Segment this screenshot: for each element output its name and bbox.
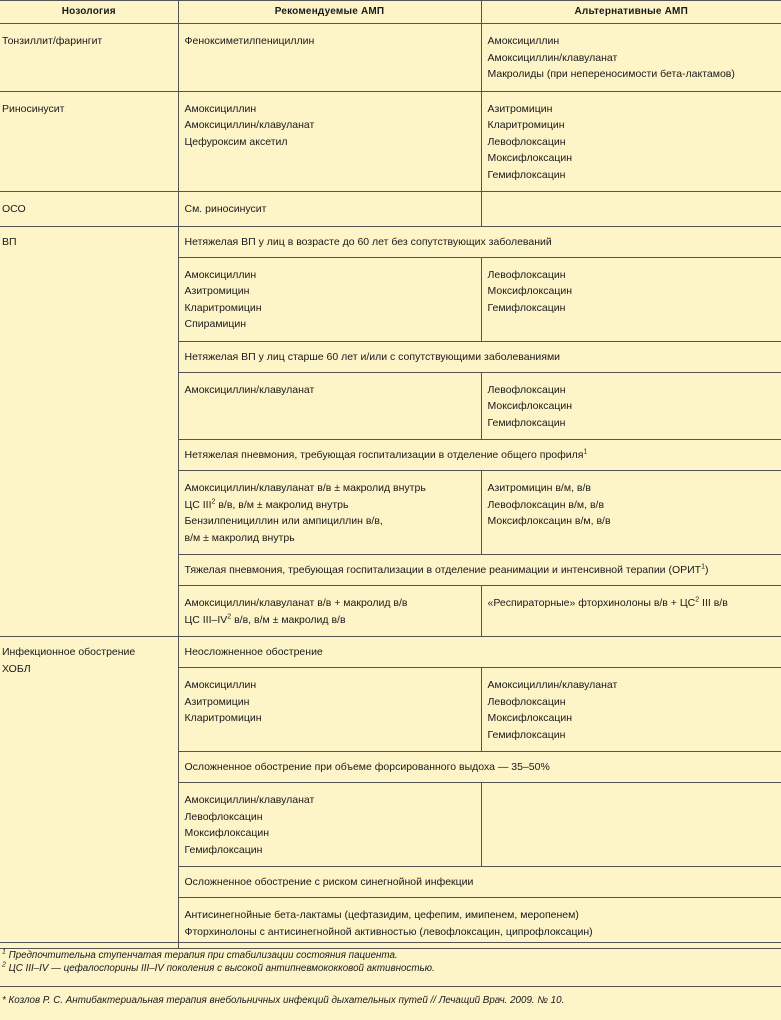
drug-item: Моксифлоксацин в/м, в/в bbox=[487, 515, 611, 527]
drug-item-text: «Респираторные» фторхинолоны в/в + ЦС bbox=[487, 597, 696, 609]
subgroup-title-text: ) bbox=[705, 564, 709, 576]
alternative-cell bbox=[481, 668, 781, 752]
recommended-cell bbox=[178, 372, 481, 440]
recommended-cell bbox=[178, 192, 481, 227]
footnote-ref: 1 bbox=[701, 563, 705, 571]
drug-item: Левофлоксацин bbox=[487, 268, 566, 281]
recommended-cell bbox=[178, 24, 481, 92]
table-row bbox=[0, 226, 781, 257]
drug-item-text: ЦС III–IV bbox=[184, 613, 228, 626]
subgroup-title: Нетяжелая ВП у лиц старше 60 лет и/или с сопутствующими заболеваниями bbox=[178, 341, 781, 372]
drug-item: Бензилпенициллин или ампициллин в/в, bbox=[184, 515, 383, 527]
drug-item: Азитромицин bbox=[487, 102, 553, 115]
subgroup-title bbox=[178, 555, 781, 586]
drug-item: Левофлоксацин bbox=[487, 383, 566, 396]
drug-item: Гемифлоксацин bbox=[487, 416, 566, 429]
drug-item-text: в/в, в/м ± макролид внутрь bbox=[215, 498, 349, 511]
drug-item: Макролиды (при непереносимости бета-лактамов) bbox=[487, 68, 735, 80]
drug-item: Антисинегнойные бета-лактамы (цефтазидим, цефепим, имипенем, меропенем) bbox=[184, 909, 579, 921]
drug-item: Гемифлоксацин bbox=[487, 301, 566, 314]
drug-item-text: ЦС III bbox=[184, 498, 212, 511]
alternative-cell bbox=[481, 91, 781, 192]
drug-item: Азитромицин bbox=[184, 695, 250, 708]
subgroup-title: Неосложненное обострение bbox=[178, 637, 781, 668]
drug-item: Цефуроксим аксетил bbox=[184, 135, 288, 148]
nosology-cell: ОСО bbox=[0, 192, 178, 227]
drug-item: Амоксициллин/клавуланат bbox=[184, 794, 315, 806]
header-nosology: Нозология bbox=[0, 1, 178, 24]
drug-item bbox=[185, 497, 475, 514]
drug-item bbox=[488, 595, 776, 612]
footnote-ref: 2 bbox=[211, 498, 216, 505]
drug-item: Гемифлоксацин bbox=[487, 168, 566, 181]
footnote-text: ЦС III–IV — цефалоспорины III–IV поколения с высокой антипневмококковой активностью. bbox=[5, 963, 435, 974]
footnote-ref: 1 bbox=[583, 448, 588, 456]
drug-item: Амоксициллин bbox=[184, 679, 257, 691]
drug-item bbox=[185, 612, 475, 629]
table-row bbox=[0, 91, 781, 192]
alternative-cell bbox=[481, 372, 781, 440]
alternative-cell bbox=[481, 783, 781, 867]
footnote-ref: 2 bbox=[695, 596, 700, 604]
header-recommended: Рекомендуемые АМП bbox=[178, 1, 481, 24]
drug-item: Моксифлоксацин bbox=[487, 400, 573, 412]
drug-item: Азитромицин в/м, в/в bbox=[487, 482, 591, 494]
drug-item: в/м ± макролид внутрь bbox=[184, 531, 295, 544]
drug-item: Моксифлоксацин bbox=[487, 152, 573, 164]
drug-item: Моксифлоксацин bbox=[184, 827, 270, 839]
drug-item: Гемифлоксацин bbox=[487, 728, 566, 741]
drug-item: Кларитромицин bbox=[184, 712, 262, 724]
drug-item: Амоксициллин/клавуланат bbox=[487, 679, 618, 691]
footnote-2 bbox=[2, 962, 781, 975]
alternative-cell bbox=[481, 192, 781, 227]
footnote-number: 1 bbox=[2, 948, 6, 956]
subgroup-title bbox=[178, 440, 781, 471]
drug-item: Гемифлоксацин bbox=[184, 843, 263, 856]
footnote-1 bbox=[2, 949, 781, 962]
recommended-cell bbox=[178, 257, 481, 341]
drug-item: Амоксициллин bbox=[487, 35, 560, 47]
recommended-cell bbox=[178, 898, 781, 949]
alternative-cell bbox=[481, 24, 781, 92]
drug-item: Амоксициллин/клавуланат в/в + макролид в/в bbox=[184, 597, 408, 609]
alternative-cell bbox=[481, 471, 781, 555]
header-alternative: Альтернативные АМП bbox=[481, 1, 781, 24]
drug-item: Фторхинолоны с антисинегнойной активностью (левофлоксацин, ципрофлоксацин) bbox=[184, 925, 593, 938]
nosology-cell: Инфекционное обострение ХОБЛ bbox=[0, 637, 178, 949]
subgroup-title: Нетяжелая ВП у лиц в возрасте до 60 лет без сопутствующих заболеваний bbox=[178, 226, 781, 257]
drug-item: Моксифлоксацин bbox=[487, 285, 573, 297]
drug-item-text: в/в, в/м ± макролид в/в bbox=[231, 613, 346, 626]
table-row bbox=[0, 192, 781, 227]
footnote-number: 2 bbox=[2, 961, 6, 969]
recommended-cell bbox=[178, 471, 481, 555]
subgroup-title: Осложненное обострение при объеме форсированного выдоха — 35–50% bbox=[178, 752, 781, 783]
table-row bbox=[0, 24, 781, 92]
table-header-row bbox=[0, 1, 781, 24]
nosology-cell: Риносинусит bbox=[0, 91, 178, 192]
drug-item: Амоксициллин/клавуланат bbox=[184, 119, 315, 131]
drug-item: Левофлоксацин bbox=[487, 135, 566, 148]
subgroup-title-text: Тяжелая пневмония, требующая госпитализации в отделение реанимации и интенсивной терапии (ОРИТ bbox=[184, 564, 702, 576]
drug-item: Амоксициллин/клавуланат bbox=[487, 51, 618, 64]
recommended-cell bbox=[178, 783, 481, 867]
drug-item: Левофлоксацин bbox=[487, 695, 566, 708]
drug-item: Спирамицин bbox=[184, 318, 247, 330]
footnote-ref: 2 bbox=[227, 613, 232, 620]
source-citation: * Козлов Р. С. Антибактериальная терапия внебольничных инфекций дыхательных путей // Лечащий Врач. 2009. № 10. bbox=[0, 986, 781, 1006]
footnotes bbox=[0, 942, 781, 975]
drug-item: Амоксициллин/клавуланат в/в ± макролид внутрь bbox=[184, 482, 426, 494]
drug-item: Левофлоксацин bbox=[184, 810, 263, 823]
drug-item: Левофлоксацин в/м, в/в bbox=[487, 498, 605, 511]
nosology-cell: Тонзиллит/фарингит bbox=[0, 24, 178, 92]
drug-item: Амоксициллин/клавуланат bbox=[184, 383, 315, 396]
table-row bbox=[0, 637, 781, 668]
alternative-cell bbox=[481, 257, 781, 341]
drug-item-text: III в/в bbox=[699, 597, 728, 609]
subgroup-title-text: Нетяжелая пневмония, требующая госпитализации в отделение общего профиля bbox=[184, 449, 584, 461]
drug-item: Феноксиметилпенициллин bbox=[184, 35, 315, 47]
drug-item: Кларитромицин bbox=[487, 119, 565, 131]
drug-item: Азитромицин bbox=[184, 285, 250, 297]
nosology-cell: ВП bbox=[0, 226, 178, 637]
drug-item: Амоксициллин bbox=[184, 102, 257, 115]
recommended-cell bbox=[178, 668, 481, 752]
alternative-cell bbox=[481, 586, 781, 637]
drug-item: См. риносинусит bbox=[184, 203, 267, 215]
drug-item: Амоксициллин bbox=[184, 268, 257, 281]
recommended-cell bbox=[178, 91, 481, 192]
drug-item: Моксифлоксацин bbox=[487, 712, 573, 724]
subgroup-title: Осложненное обострение с риском синегнойной инфекции bbox=[178, 867, 781, 898]
recommended-cell bbox=[178, 586, 481, 637]
footnote-text: Предпочтительна ступенчатая терапия при стабилизации состояния пациента. bbox=[5, 950, 398, 961]
drug-item: Кларитромицин bbox=[184, 301, 262, 314]
